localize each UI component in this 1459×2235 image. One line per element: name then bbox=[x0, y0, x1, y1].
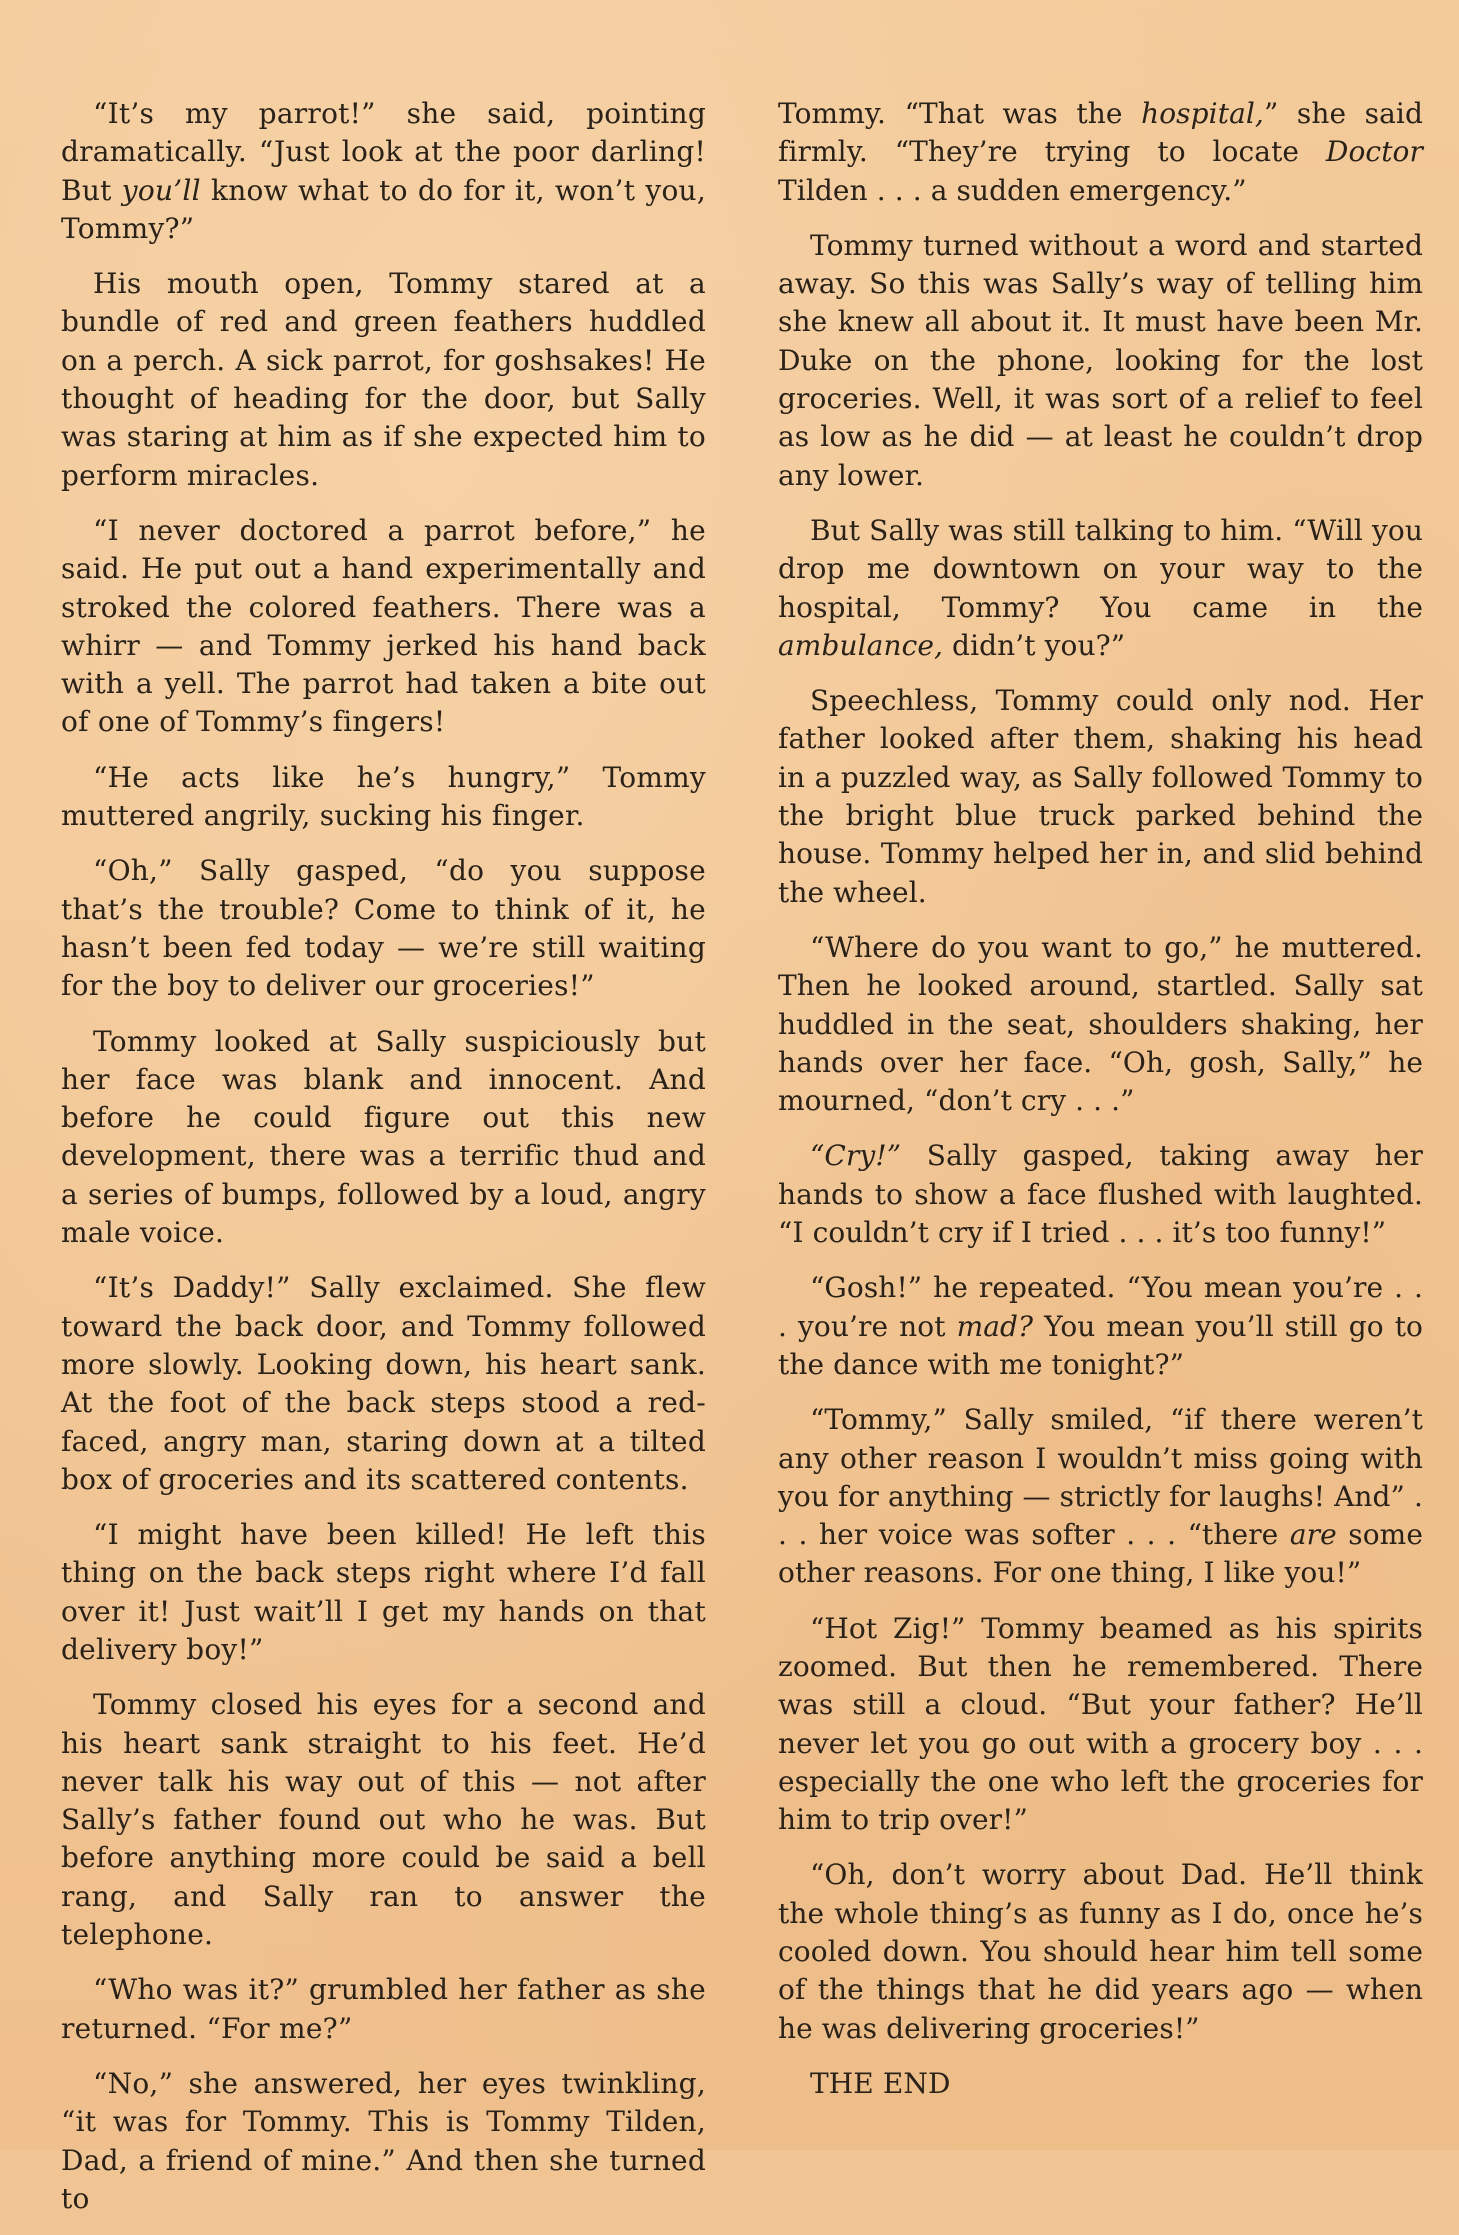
story-paragraph bbox=[778, 1137, 1423, 1252]
text-run: know what to do for it, won’t you, Tommy?” bbox=[61, 173, 706, 245]
text-run: “Oh, don’t worry about Dad. He’ll think the whole thing’s as funny as I do, once he’s cooled down. You should hear him tell some of the things that he did years ago — when he was delivering groceries!” bbox=[778, 1858, 1423, 2045]
text-run: “I might have been killed! He left this thing on the back steps right where I’d fall over it! Just wait’ll I get my hands on that delivery boy!” bbox=[61, 1518, 706, 1666]
text-run: “Gosh!” he repeated. “You mean you’re . . . you’re not bbox=[778, 1271, 1423, 1343]
italic-text-run: “Cry!” bbox=[810, 1139, 902, 1173]
the-end-label: THE END bbox=[810, 2066, 951, 2100]
text-run: Sally gasped, taking away her hands to show a face flushed with laughted. “I couldn’t cry if I tried . . . it’s too funny!” bbox=[778, 1139, 1423, 1250]
text-run: Tilden . . . a sudden emergency.” bbox=[778, 173, 1247, 207]
story-paragraph bbox=[61, 1516, 706, 1669]
story-paragraph bbox=[61, 95, 706, 248]
story-paragraph bbox=[61, 759, 706, 836]
text-run: “I never doctored a parrot before,” he said. He put out a hand experimentally and stroked the colored feathers. There was a whirr — and Tommy jerked his hand back with a yell. The parrot had taken a bite out of one of Tommy’s fingers! bbox=[61, 513, 706, 739]
story-paragraph bbox=[778, 95, 1423, 210]
story-paragraph bbox=[61, 852, 706, 1005]
left-text-column bbox=[61, 95, 706, 2235]
text-run: “Oh,” Sally gasped, “do you suppose that’s the trouble? Come to think of it, he hasn’t been fed today — we’re still waiting for the boy to deliver our groceries!” bbox=[61, 854, 706, 1003]
italic-text-run: Doctor bbox=[1325, 135, 1423, 169]
text-run: “Where do you want to go,” he muttered. Then he looked around, startled. Sally sat huddled in the seat, shoulders shaking, her hands over her face. “Oh, gosh, Sally,” he mourned, “don’t cry . . .” bbox=[778, 930, 1423, 1118]
text-run: “It’s Daddy!” Sally exclaimed. She flew toward the back door, and Tommy followed more slowly. Looking down, his heart sank. At the foot of the back steps stood a red-faced, angry man, staring down at a tilted box of groceries and its scattered contents. bbox=[61, 1271, 706, 1496]
story-paragraph bbox=[61, 1023, 706, 1253]
text-run: “Who was it?” grumbled her father as she returned. “For me?” bbox=[61, 1973, 706, 2045]
text-run: Tommy turned without a word and started away. So this was Sally’s way of telling him she knew all about it. It must have been Mr. Duke on the phone, looking for the lost groceries. Well, it was sort of a relief to feel as low as he did — at least he couldn’t drop any lower. bbox=[778, 228, 1423, 492]
italic-text-run: hospital, bbox=[1141, 97, 1264, 130]
italic-text-run: ambulance, bbox=[778, 628, 944, 662]
text-run: “It’s my parrot!” she said, pointing dramatically. “Just look at the poor darling! But bbox=[61, 97, 706, 207]
story-paragraph bbox=[778, 227, 1423, 495]
story-paragraph bbox=[61, 265, 706, 495]
story-paragraph bbox=[61, 512, 706, 742]
story-paragraph bbox=[778, 929, 1423, 1120]
story-paragraph bbox=[61, 2065, 706, 2218]
italic-text-run: you’ll bbox=[121, 173, 201, 207]
text-run: Tommy closed his eyes for a second and his heart sank straight to his feet. He’d never talk his way out of this — not after Sally’s father found out who he was. But before anything more could be said a bell rang, and Sally ran to answer the telephone. bbox=[61, 1688, 706, 1952]
italic-text-run: mad? bbox=[956, 1309, 1034, 1343]
text-run: some other reasons. For one thing, I like you!” bbox=[778, 1518, 1423, 1590]
text-run: Tommy looked at Sally suspiciously but her face was blank and innocent. And before he could figure out this new development, there was a terrific thud and a series of bumps, followed by a loud, angry male voice. bbox=[61, 1024, 706, 1250]
story-paragraph bbox=[61, 1971, 706, 2048]
text-run: Tommy. “That was the bbox=[778, 97, 1142, 130]
text-run: ” she said firmly. “They’re trying to locate bbox=[778, 97, 1423, 169]
right-text-column bbox=[778, 95, 1423, 2120]
text-run: didn’t you?” bbox=[943, 628, 1126, 662]
story-paragraph bbox=[778, 1401, 1423, 1592]
story-paragraph bbox=[61, 1269, 706, 1499]
italic-text-run: are bbox=[1289, 1518, 1337, 1552]
text-run: His mouth open, Tommy stared at a bundle of red and green feathers huddled on a perch. A sick parrot, for goshsakes! He thought of heading for the door, but Sally was staring at him as if she expected him to perform miracles. bbox=[61, 267, 706, 492]
text-run: Speechless, Tommy could only nod. Her father looked after them, shaking his head in a puzzled way, as Sally followed Tommy to the bright blue truck parked behind the house. Tommy helped her in, and slid behind the wheel. bbox=[778, 684, 1423, 909]
story-paragraph bbox=[778, 1610, 1423, 1840]
story-paragraph bbox=[778, 682, 1423, 912]
text-run: “No,” she answered, her eyes twinkling, “it was for Tommy. This is Tommy Tilden, Dad, a friend of mine.” And then she turned to bbox=[61, 2066, 706, 2215]
story-paragraph bbox=[778, 512, 1423, 665]
story-paragraph bbox=[61, 1686, 706, 1954]
text-run: “He acts like he’s hungry,” Tommy muttered angrily, sucking his finger. bbox=[61, 760, 706, 833]
text-run: But Sally was still talking to him. “Will you drop me downtown on your way to the hospital, Tommy? You came in the bbox=[778, 513, 1423, 624]
text-run: “Hot Zig!” Tommy beamed as his spirits zoomed. But then he remembered. There was still a cloud. “But your father? He’ll never let you go out with a grocery boy . . . especially the one who left the groceries for him to trip over!” bbox=[778, 1611, 1423, 1837]
text-run: You mean you’ll still go to the dance with me tonight?” bbox=[778, 1309, 1423, 1381]
story-paragraph bbox=[778, 1269, 1423, 1384]
story-paragraph bbox=[778, 1856, 1423, 2047]
text-run: “Tommy,” Sally smiled, “if there weren’t any other reason I wouldn’t miss going with you for anything — strictly for laughs! And” . . . her voice was softer . . . “there bbox=[778, 1403, 1423, 1552]
